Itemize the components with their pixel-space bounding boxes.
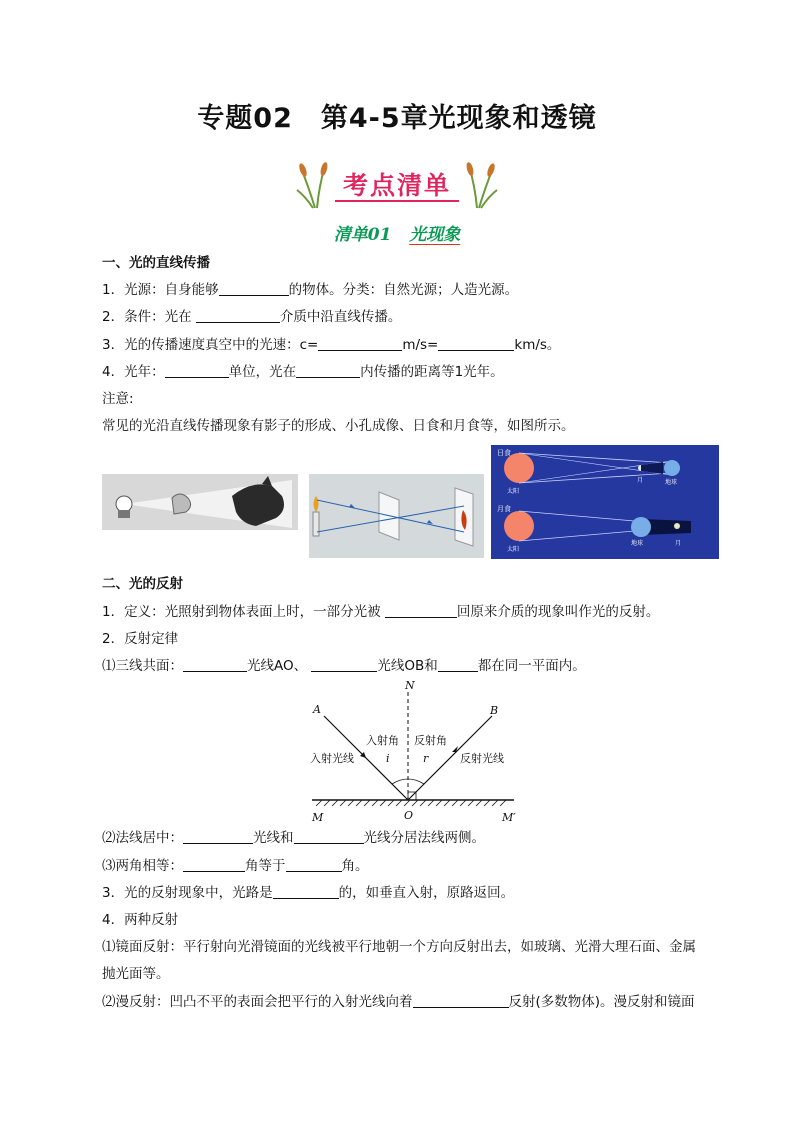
- item-condition: 2．条件：光在 介质中沿直线传播。: [102, 309, 402, 325]
- blank: [318, 336, 402, 351]
- note-label: 注意:: [102, 391, 134, 407]
- pinhole-image: [309, 474, 484, 558]
- reflection-definition: 1．定义：光照射到物体表面上时，一部分光被 回原来介质的现象叫作光的反射。: [102, 604, 660, 620]
- label-i: i: [386, 752, 390, 765]
- subtitle-topic: 光现象: [409, 225, 461, 245]
- law-coplanar: ⑴三线共面： 光线AO、 光线OB和 都在同一平面内。: [102, 658, 586, 674]
- label-incident-ray: 入射光线: [310, 752, 354, 765]
- banner-underline: [335, 200, 459, 202]
- blank: [294, 829, 364, 844]
- blank: [183, 657, 247, 672]
- page-title: 专题02 第4-5章光现象和透镜: [197, 103, 597, 134]
- reversibility: 3．光的反射现象中，光路是 的，如垂直入射，原路返回。: [102, 885, 515, 901]
- blank: [438, 657, 478, 672]
- common-phenomena: 常见的光沿直线传播现象有影子的形成、小孔成像、日食和月食等，如图所示。: [102, 418, 575, 434]
- sun-label: 太阳: [507, 546, 520, 553]
- shadow-image: [102, 474, 298, 530]
- blank: [296, 363, 360, 378]
- item-speed: 3．光的传播速度真空中的光速：c= m/s= km/s。: [102, 337, 561, 353]
- moon-label: 月: [675, 540, 682, 547]
- lunar-eclipse-label: 月食: [497, 505, 511, 513]
- label-reflected-ray: 反射光线: [460, 752, 504, 765]
- section-subtitle: [0, 220, 794, 245]
- section-heading: 二、光的反射: [102, 576, 183, 592]
- label-M-prime: M′: [502, 811, 516, 824]
- label-A: A: [313, 703, 321, 716]
- reflection-diagram: [302, 676, 522, 826]
- law-normal-between: ⑵法线居中： 光线和 光线分居法线两侧。: [102, 830, 485, 846]
- banner-title: 考点清单: [342, 171, 451, 200]
- blank: [183, 857, 245, 872]
- blank: [413, 993, 509, 1008]
- label-B: B: [490, 704, 499, 717]
- blank: [273, 884, 339, 899]
- subtitle-prefix: 清单01: [333, 225, 392, 245]
- section-heading: 一、光的直线传播: [102, 255, 210, 271]
- blank: [438, 336, 514, 351]
- earth-label: 地球: [665, 479, 678, 486]
- label-r: r: [423, 752, 429, 765]
- law-equal-angles: ⑶两角相等： 角等于 角。: [102, 858, 369, 874]
- label-M: M: [312, 811, 324, 824]
- reed-right-icon: [459, 160, 499, 210]
- earth-label: 地球: [631, 540, 644, 547]
- blank: [311, 657, 377, 672]
- blank: [196, 308, 280, 323]
- item-light-year: 4．光年： 单位，光在 内传播的距离等1光年。: [102, 364, 504, 380]
- moon-label: 月: [637, 477, 644, 484]
- blank: [385, 603, 457, 618]
- eclipse-image: [491, 445, 719, 559]
- blank: [219, 281, 289, 296]
- label-O: O: [404, 809, 414, 822]
- diffuse-reflection: ⑵漫反射：凹凸不平的表面会把平行的入射光线向着 反射(多数物体)。漫反射和镜面: [102, 994, 695, 1010]
- banner: [295, 160, 499, 210]
- two-reflections-heading: 4．两种反射: [102, 912, 179, 928]
- reed-left-icon: [295, 160, 335, 210]
- blank: [286, 857, 342, 872]
- label-incident-angle: 入射角: [366, 734, 399, 747]
- sun-label: 太阳: [507, 488, 520, 495]
- specular-reflection: ⑴镜面反射：平行射向光滑镜面的光线被平行地朝一个方向反射出去，如玻璃、光滑大理石面、金属: [102, 939, 696, 955]
- item-light-source: 1．光源：自身能够 的物体。分类：自然光源；人造光源。: [102, 282, 519, 298]
- reflection-law-heading: 2．反射定律: [102, 631, 179, 647]
- specular-reflection-cont: 抛光面等。: [102, 966, 170, 982]
- label-normal: N: [405, 679, 415, 692]
- blank: [183, 829, 253, 844]
- label-reflection-angle: 反射角: [414, 734, 447, 747]
- solar-eclipse-label: 日食: [497, 449, 511, 457]
- blank: [165, 363, 229, 378]
